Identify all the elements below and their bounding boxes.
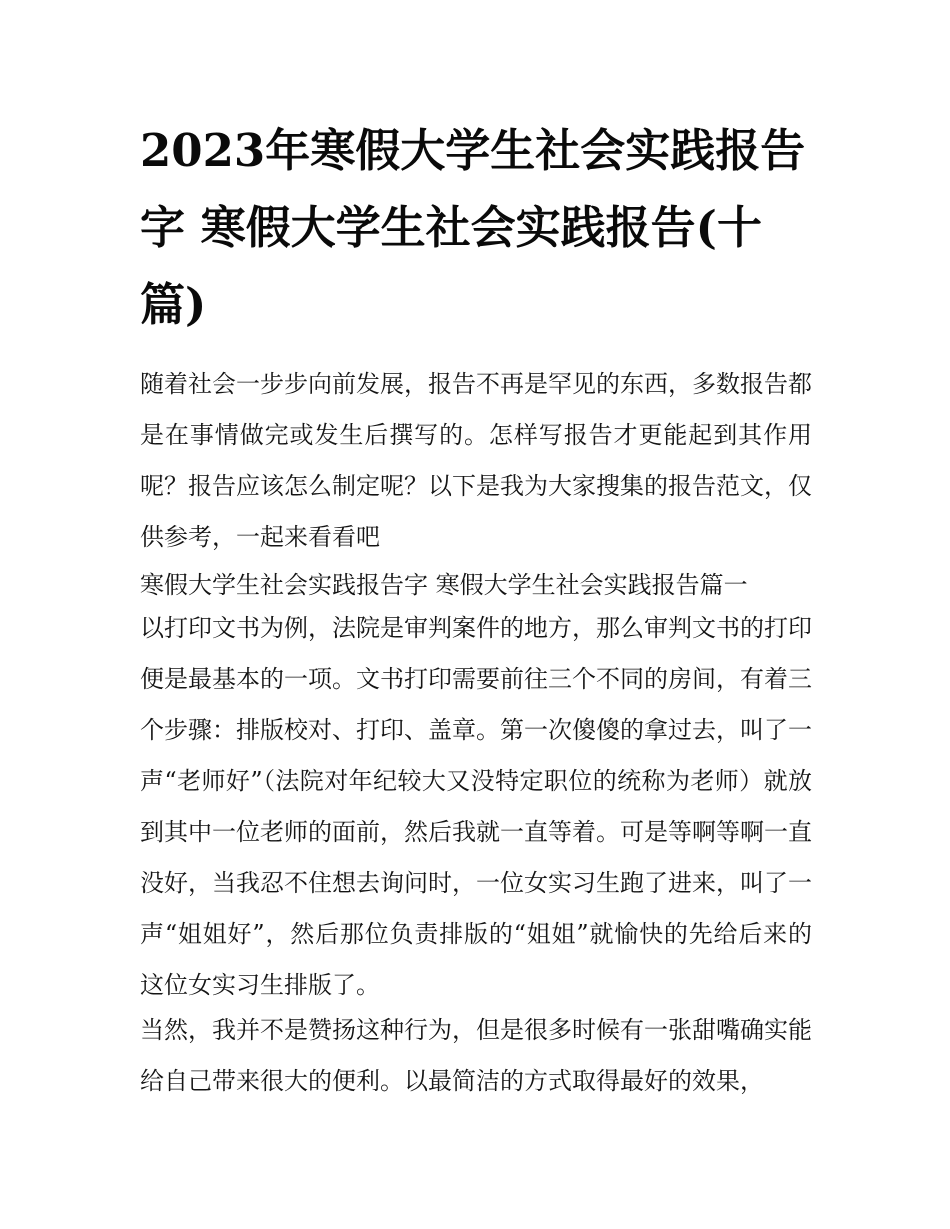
body-paragraph-1: 以打印文书为例，法院是审判案件的地方，那么审判文书的打印便是最基本的一项。文书打印需要前往三个不同的房间，有着三个步骤：排版校对、打印、盖章。第一次傻傻的拿过去，叫了一声“老师好”（法院对年纪较大又没特定职位的统称为老师）就放到其中一位老师的面前，然后我就一直等着。可是等啊等啊一直没好，当我忍不住想去询问时，一位女实习生跑了进来，叫了一声“姐姐好”，然后那位负责排版的“姐姐”就愉快的先给后来的这位女实习生排版了。 [140,614,812,999]
document-body [140,112,812,1107]
section-heading: 寒假大学生社会实践报告字 寒假大学生社会实践报告篇一 [140,571,748,599]
body-paragraph-2: 当然，我并不是赞扬这种行为，但是很多时候有一张甜嘴确实能给自己带来很大的便利。以最简洁的方式取得最好的效果， [140,1016,812,1095]
document-title: 2023年寒假大学生社会实践报告字 寒假大学生社会实践报告(十篇) [140,124,806,331]
intro-paragraph: 随着社会一步步向前发展，报告不再是罕见的东西，多数报告都是在事情做完或发生后撰写的。怎样写报告才更能起到其作用呢？报告应该怎么制定呢？以下是我为大家搜集的报告范文，仅供参考，一起来看看吧 [140,370,812,551]
